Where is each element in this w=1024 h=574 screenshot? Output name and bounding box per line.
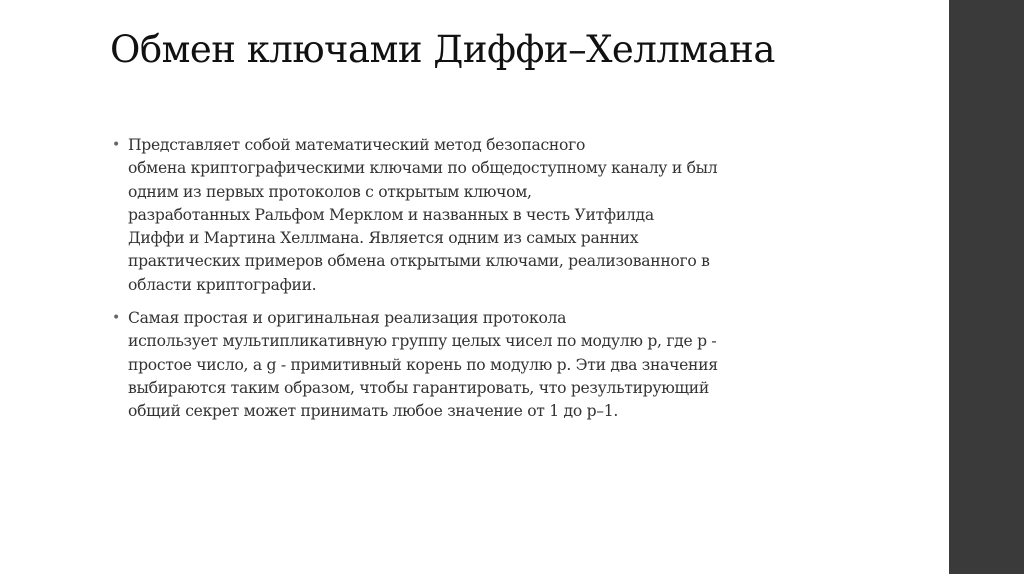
bullet-item-1: [112, 134, 822, 297]
bullet-2-line-4: выбираются таким образом, чтобы гарантировать, что результирующий: [128, 378, 709, 397]
bullet-1-line-2: обмена криптографическими ключами по общедоступному каналу и был: [128, 159, 718, 178]
bullet-list: [112, 134, 822, 434]
bullet-1-line-6: практических примеров обмена открытыми ключами, реализованного в: [128, 252, 710, 271]
bullet-2-line-3: простое число, а g - примитивный корень по модулю p. Эти два значения: [128, 355, 718, 374]
bullet-1-line-7: области криптографии.: [128, 275, 317, 294]
bullet-1-line-1: Представляет собой математический метод безопасного: [128, 136, 586, 154]
bullet-1-line-4: разработанных Ральфом Мерклом и названных в честь Уитфилда: [128, 205, 654, 224]
bullet-2-line-2: использует мультипликативную группу целых чисел по модулю p, где p -: [128, 332, 717, 351]
bullet-point-icon: •: [112, 310, 121, 327]
bullet-1-line-3: одним из первых протоколов с открытым ключом,: [128, 182, 532, 201]
bullet-point-icon: •: [112, 137, 121, 153]
bullet-2-line-5: общий секрет может принимать любое значение от 1 до p–1.: [128, 402, 619, 421]
right-sidebar-bar: [949, 0, 1024, 574]
bullet-1-line-5: Диффи и Мартина Хеллмана. Является одним из самых ранних: [128, 229, 639, 248]
bullet-2-line-1: Самая простая и оригинальная реализация протокола: [128, 309, 567, 328]
slide-title: Обмен ключами Диффи–Хеллмана: [110, 28, 775, 71]
bullet-item-2: [112, 307, 822, 423]
